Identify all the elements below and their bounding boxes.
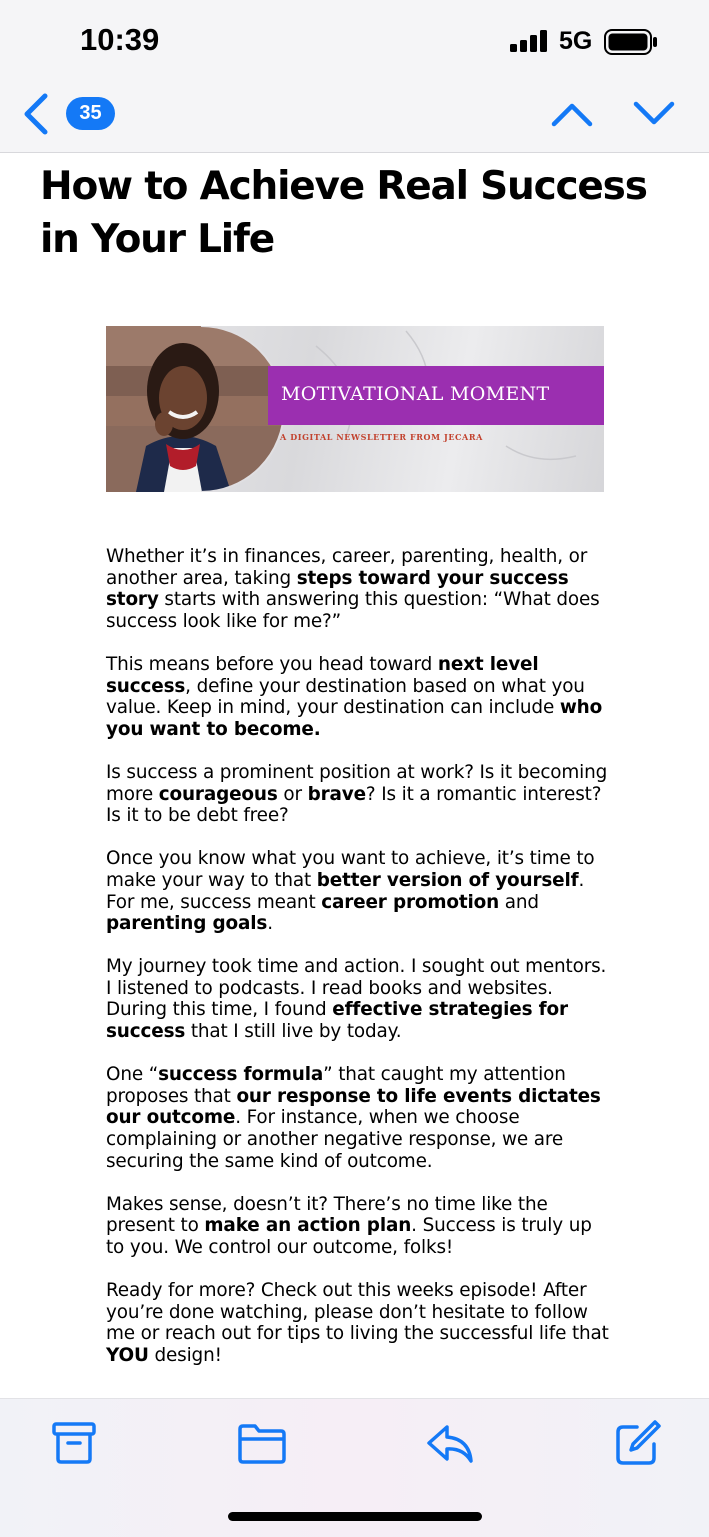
body-paragraph [106, 1064, 612, 1172]
text-run: ? Is it a romantic interest? Is it to be debt free? [106, 783, 602, 827]
bold-phrase: YOU [106, 1344, 149, 1366]
reply-icon[interactable] [425, 1419, 475, 1467]
text-run: that I still live by today. [185, 1021, 402, 1043]
back-chevron-icon[interactable] [18, 90, 58, 138]
text-run: This means before you head toward [106, 653, 438, 675]
text-run: Once you know what you want to achieve, it’s time to make your way to that [106, 848, 595, 891]
text-run: Makes sense, doesn’t it? There’s no time like the present to [106, 1193, 548, 1237]
text-run: Ready for more? Check out this weeks episode! After you’re done watching, please don’t hesitate to follow me or reach out for tips to living the successful life that [106, 1280, 609, 1345]
bold-phrase: success formula [158, 1064, 324, 1086]
text-run: . For instance, when we choose complaining or another negative response, we are securing the same kind of outcome. [106, 1107, 564, 1172]
email-body [106, 546, 612, 1388]
bold-phrase: parenting goals [106, 913, 268, 935]
bold-phrase: better version of yourself [316, 869, 579, 891]
bold-phrase: steps toward your success story [106, 567, 569, 611]
bold-phrase: our response to life events dictates our outcome [106, 1085, 601, 1129]
text-run: Is success a prominent position at work? Is it becoming more [106, 761, 608, 805]
bold-phrase: next level success [106, 653, 539, 697]
bold-phrase: courageous [158, 783, 278, 805]
text-run: . Success is truly up to you. We control our outcome, folks! [106, 1215, 592, 1258]
text-run: My journey took time and action. I sought out mentors. I listened to podcasts. I read books and websites. During this time, I found [106, 956, 607, 1021]
folder-icon[interactable] [236, 1419, 288, 1467]
text-run: One “ [106, 1064, 159, 1086]
archive-icon[interactable] [50, 1419, 98, 1467]
battery-icon [604, 29, 658, 55]
text-run: . [267, 913, 273, 935]
status-time: 10:39 [80, 22, 160, 57]
body-paragraph [106, 546, 612, 632]
text-run: and [499, 891, 539, 913]
home-indicator [228, 1512, 482, 1521]
text-run: starts with answering this question: “What does success look like for me?” [106, 589, 600, 632]
network-type: 5G [559, 27, 593, 55]
body-paragraph [106, 848, 612, 934]
banner-title: MOTIVATIONAL MOMENT [281, 383, 550, 405]
bold-phrase: effective strategies for success [106, 999, 568, 1043]
bold-phrase: career promotion [321, 891, 500, 913]
bold-phrase: brave [307, 783, 366, 805]
previous-message-chevron-up-icon[interactable] [548, 94, 596, 134]
text-run: . For me, success meant [106, 869, 585, 913]
message-count-badge[interactable]: 35 [66, 97, 115, 130]
newsletter-banner [106, 326, 604, 492]
text-run: design! [148, 1344, 222, 1366]
body-paragraph [106, 654, 612, 740]
body-paragraph [106, 1194, 612, 1259]
body-paragraph [106, 1280, 612, 1366]
mail-nav-bar [0, 84, 709, 153]
body-paragraph [106, 762, 612, 827]
email-subject: How to Achieve Real Success in Your Life [40, 164, 647, 262]
banner-subtitle: A DIGITAL NEWSLETTER FROM JECARA [280, 432, 483, 442]
cellular-signal-icon [510, 30, 550, 52]
text-run: ” that caught my attention proposes that [106, 1064, 566, 1107]
text-run: or [277, 783, 308, 805]
body-paragraph [106, 956, 612, 1042]
status-bar [0, 0, 709, 84]
bold-phrase: who you want to become. [106, 697, 603, 740]
text-run: , define your destination based on what you value. Keep in mind, your destination can include [106, 675, 585, 719]
next-message-chevron-down-icon[interactable] [630, 94, 678, 134]
compose-icon[interactable] [613, 1419, 661, 1467]
text-run: Whether it’s in finances, career, parenting, health, or another area, taking [106, 546, 588, 589]
bold-phrase: make an action plan [204, 1215, 412, 1237]
